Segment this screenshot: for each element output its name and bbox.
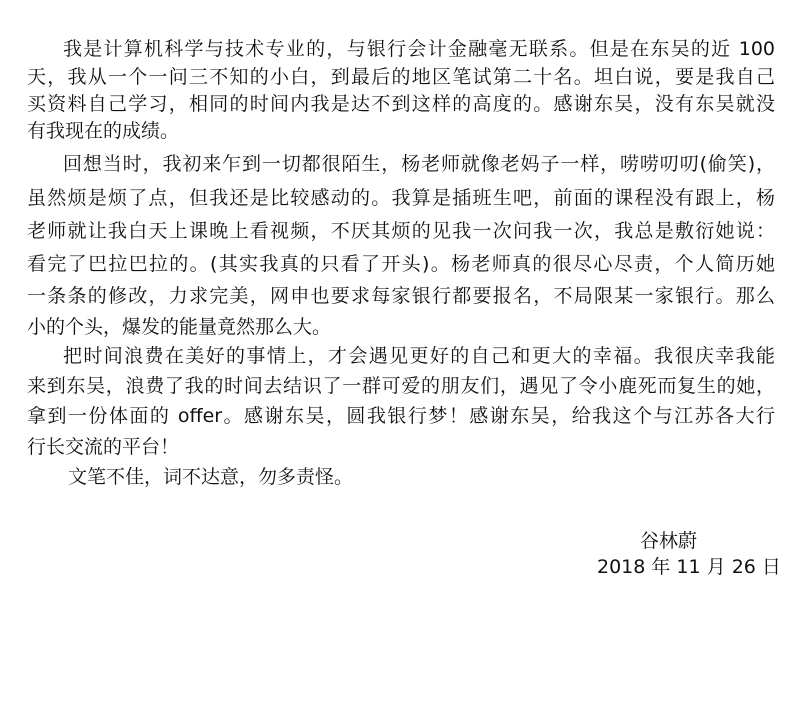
- paragraph-line: 行长交流的平台！: [27, 436, 180, 458]
- paragraph-line: 看完了巴拉巴拉的。(其实我真的只看了开头)。杨老师真的很尽心尽责，个人简历她: [27, 253, 775, 275]
- paragraph-line: 来到东吴，浪费了我的时间去结识了一群可爱的朋友们，遇见了令小鹿死而复生的她，: [27, 375, 775, 397]
- paragraph-line: 虽然烦是烦了点，但我还是比较感动的。我算是插班生吧，前面的课程没有跟上，杨: [27, 187, 775, 209]
- paragraph-line: 小的个头，爆发的能量竟然那么大。: [27, 316, 332, 338]
- paragraph-line: 天，我从一个一问三不知的小白，到最后的地区笔试第二十名。坦白说，要是我自己: [27, 66, 775, 88]
- paragraph-line: 我是计算机科学与技术专业的，与银行会计金融毫无联系。但是在东吴的近 100: [63, 38, 775, 60]
- paragraph-line: 老师就让我白天上课晚上看视频，不厌其烦的见我一次问我一次，我总是敷衍她说：: [27, 220, 775, 242]
- paragraph-line: 有我现在的成绩。: [27, 120, 180, 142]
- paragraph-line: 文笔不佳，词不达意，勿多责怪。: [68, 466, 354, 488]
- signature-name: 谷林蔚: [640, 530, 698, 552]
- paragraph-line: 把时间浪费在美好的事情上，才会遇见更好的自己和更大的幸福。我很庆幸我能: [63, 345, 775, 367]
- signature-date: 2018 年 11 月 26 日: [597, 556, 781, 578]
- paragraph-line: 买资料自己学习，相同的时间内我是达不到这样的高度的。感谢东吴，没有东吴就没: [27, 93, 775, 115]
- paragraph-line: 一条条的修改，力求完美，网申也要求每家银行都要报名，不局限某一家银行。那么: [27, 285, 775, 307]
- paragraph-line: 回想当时，我初来乍到一切都很陌生，杨老师就像老妈子一样，唠唠叨叨(偷笑)，: [63, 153, 775, 175]
- paragraph-line: 拿到一份体面的 offer。感谢东吴，圆我银行梦！感谢东吴，给我这个与江苏各大行: [27, 405, 775, 427]
